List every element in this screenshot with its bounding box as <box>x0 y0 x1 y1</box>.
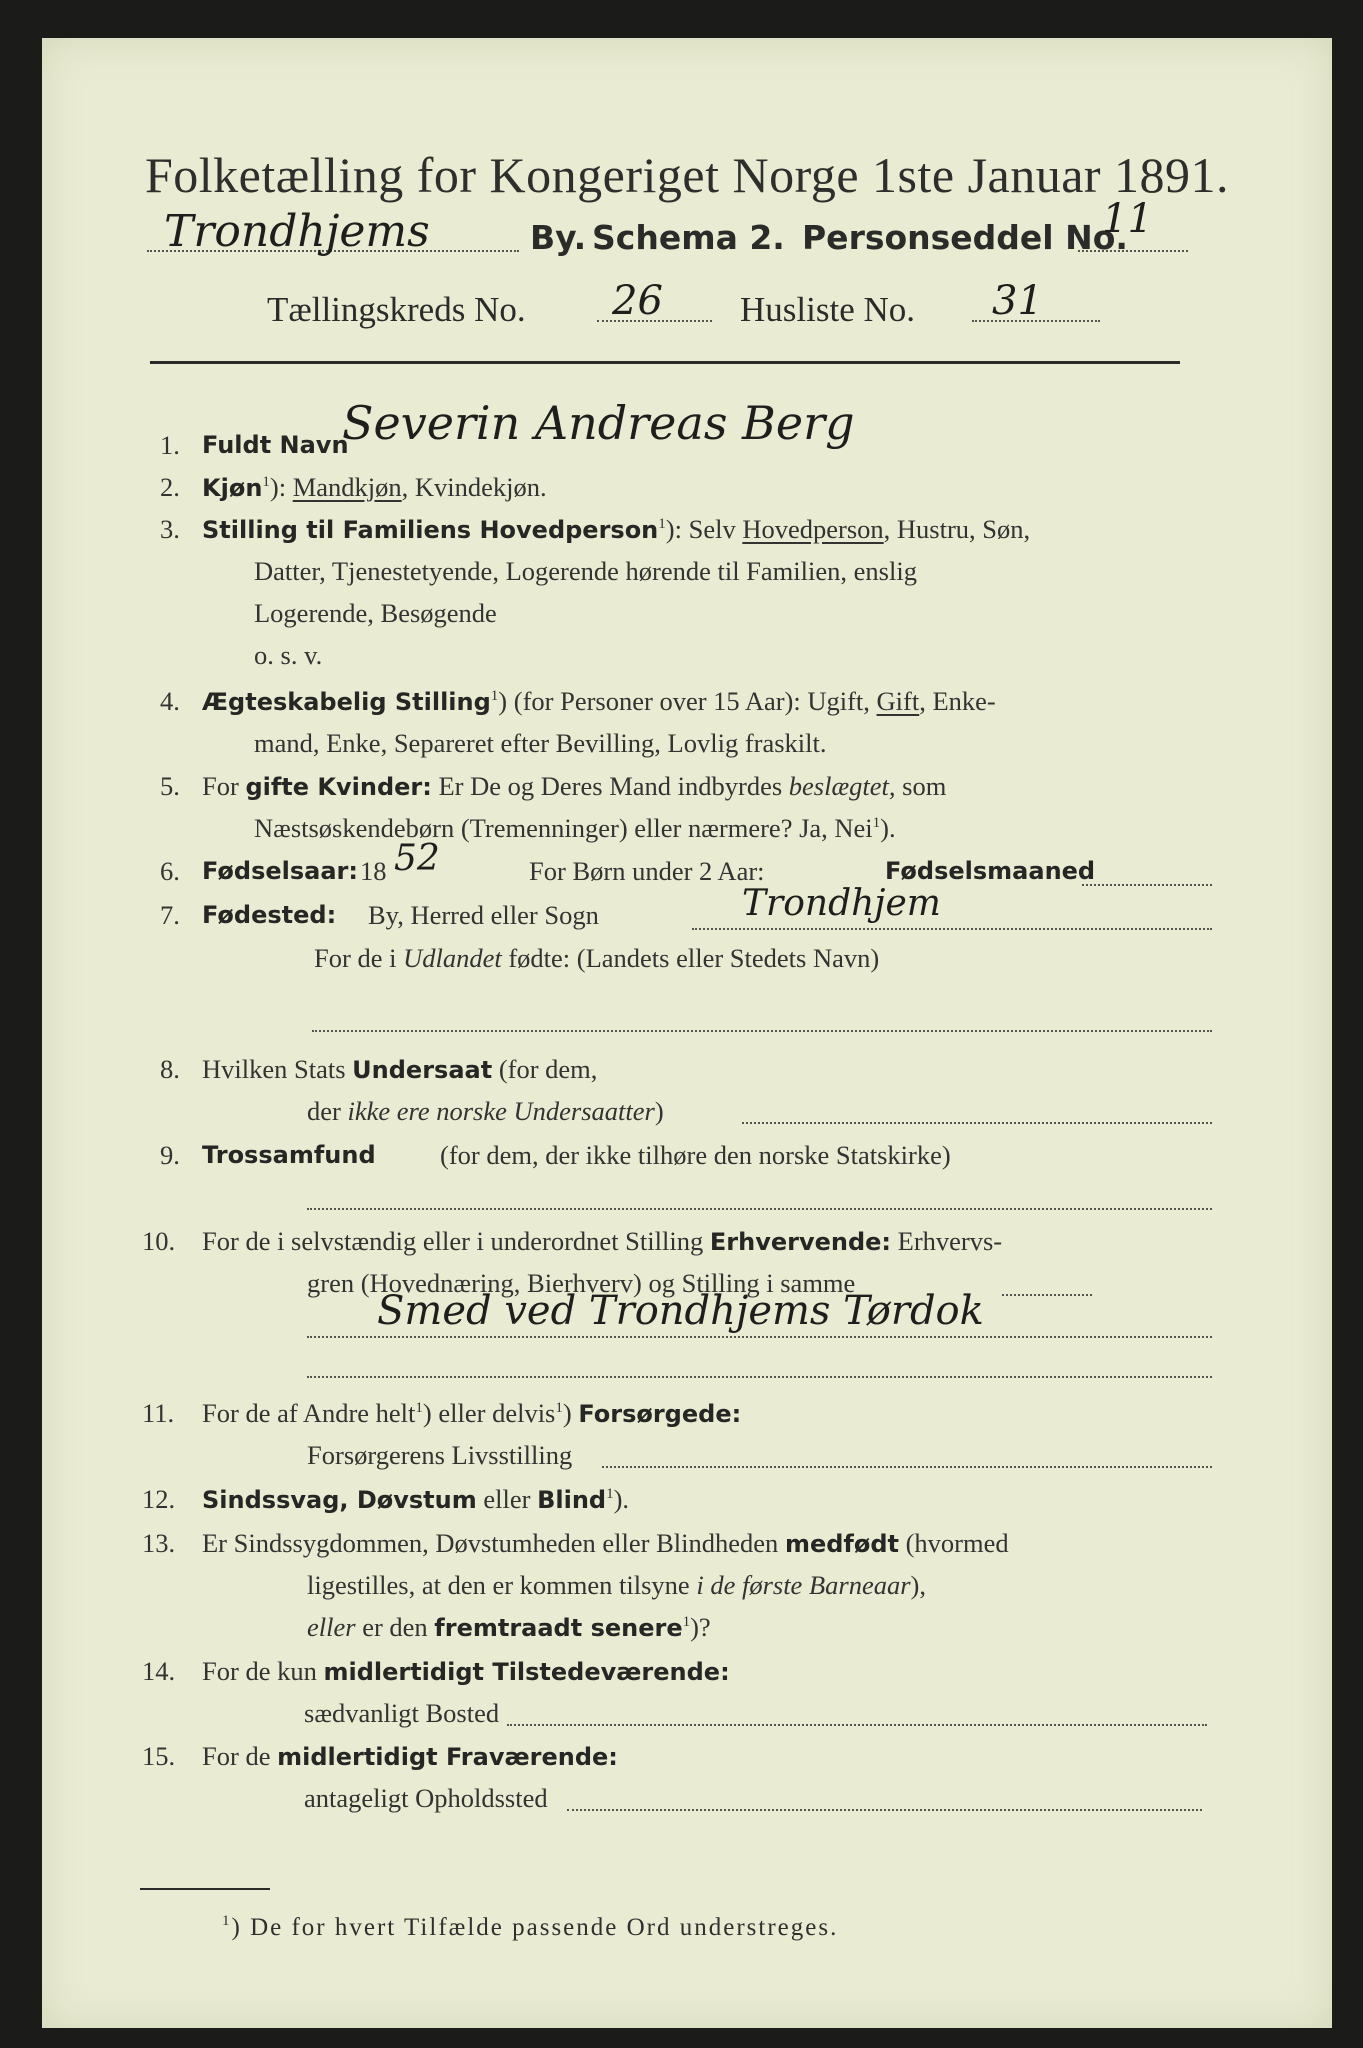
q14-number: 14. <box>142 1656 176 1686</box>
q1-label: Fuldt Navn <box>202 431 349 459</box>
q10-occupation-value: Smed ved Trondhjems Tørdok <box>377 1288 984 1334</box>
q12-line1: Sindssvag, Døvstum eller Blind1). <box>202 1484 630 1514</box>
q6-number: 6. <box>160 856 180 886</box>
q7-number: 7. <box>160 900 180 930</box>
q11-line1: For de af Andre helt1) eller delvis1) Forsørgede: <box>202 1398 742 1428</box>
q13-label: medfødt <box>784 1530 899 1558</box>
q10-label: Erhvervende: <box>709 1228 892 1256</box>
q15-line1: For de midlertidigt Fraværende: <box>202 1741 618 1771</box>
q1-name-value: Severin Andreas Berg <box>342 396 855 450</box>
q6-year-value: 52 <box>394 838 440 879</box>
q3-number: 3. <box>160 514 180 544</box>
q5-line2: Næstsøskendebørn (Tremenninger) eller nærmere? Ja, Nei1). <box>254 813 896 843</box>
footnote-rule <box>140 1888 270 1890</box>
q9-number: 9. <box>160 1140 180 1170</box>
by-label: By. <box>530 218 587 257</box>
q6-dotted-line <box>1082 884 1212 886</box>
q14-line1: For de kun midlertidigt Tilstedeværende: <box>202 1656 730 1686</box>
q5-number: 5. <box>160 771 180 801</box>
q5-line1: For gifte Kvinder: Er De og Deres Mand indbyrdes beslægtet, som <box>202 771 947 801</box>
q13-line1: Er Sindssygdommen, Døvstumheden eller Blindheden medfødt (hvormed <box>202 1528 1009 1558</box>
q2-label: Kjøn <box>202 474 263 502</box>
footnote: $^1$) De for hvert Tilfælde passende Ord understreges. <box>222 1913 839 1941</box>
q8-number: 8. <box>160 1054 180 1084</box>
husliste-label: Husliste No. <box>740 290 915 329</box>
q8-dotted-line <box>742 1122 1212 1124</box>
header-rule <box>150 361 1180 364</box>
q15-dotted-line <box>567 1809 1202 1811</box>
q13-line3: eller er den fremtraadt senere1)? <box>307 1612 711 1642</box>
schema-label: Schema 2. <box>592 218 785 257</box>
q3-line4: o. s. v. <box>254 640 323 670</box>
q7-birthplace-value: Trondhjem <box>742 883 941 924</box>
personseddel-dotted-line <box>1078 250 1188 252</box>
q2-option-mandkjon: Mandkjøn <box>292 472 402 502</box>
q13-label2: fremtraadt senere <box>434 1614 683 1642</box>
taellingskreds-label: Tællingskreds No. <box>267 290 526 329</box>
q4-label: Ægteskabelig Stilling <box>202 688 491 716</box>
q3-option-hovedperson: Hovedperson <box>742 514 884 544</box>
q2-option-kvindekjon: , Kvindekjøn. <box>401 472 547 502</box>
husliste-number: 31 <box>992 278 1043 324</box>
q3-line3: Logerende, Besøgende <box>254 598 497 628</box>
q2-line: Kjøn1): Mandkjøn, Kvindekjøn. <box>202 472 547 502</box>
personseddel-number: 11 <box>1102 196 1153 242</box>
q9-dotted-line <box>307 1208 1212 1210</box>
q2-number: 2. <box>160 472 180 502</box>
form-title: Folketælling for Kongeriget Norge 1ste Januar 1891. <box>144 147 1230 203</box>
q12-label1: Sindssvag, Døvstum <box>202 1486 477 1514</box>
q15-number: 15. <box>142 1741 176 1771</box>
q10-dotted-line2 <box>307 1336 1212 1338</box>
personseddel-label: Personseddel No. <box>802 218 1128 257</box>
q3-line2: Datter, Tjenestetyende, Logerende hørende til Familien, enslig <box>254 556 917 586</box>
q6-year-prefix: 18 <box>360 856 387 886</box>
q6-child-text: For Børn under 2 Aar: <box>529 856 765 886</box>
q12-number: 12. <box>142 1484 176 1514</box>
city-handwritten: Trondhjems <box>164 206 430 257</box>
q10-dotted-line1 <box>1002 1294 1092 1296</box>
q3-line1: Stilling til Familiens Hovedperson1): Selv Hovedperson, Hustru, Søn, <box>202 514 1031 544</box>
q8-label: Undersaat <box>352 1056 493 1084</box>
q8-line1: Hvilken Stats Undersaat (for dem, <box>202 1054 598 1084</box>
q7-extra-dotted-line <box>312 1030 1212 1032</box>
q7-subtext: By, Herred eller Sogn <box>368 900 599 930</box>
q13-line2: ligestilles, at den er kommen tilsyne i de første Barneaar), <box>307 1570 926 1600</box>
q9-text: (for dem, der ikke tilhøre den norske Statskirke) <box>440 1140 951 1170</box>
q7-dotted-line <box>692 928 1212 930</box>
q10-line1: For de i selvstændig eller i underordnet Stilling Erhvervende: Erhvervs- <box>202 1226 1003 1256</box>
q4-line2: mand, Enke, Separeret efter Bevilling, Lovlig fraskilt. <box>254 728 827 758</box>
q4-option-gift: Gift <box>876 686 920 716</box>
q8-line2: der ikke ere norske Undersaatter) <box>307 1096 664 1126</box>
taellingskreds-number: 26 <box>612 278 663 324</box>
q6-month-label: Fødselsmaaned <box>885 857 1096 885</box>
q14-label: midlertidigt Tilstedeværende: <box>323 1658 730 1686</box>
q6-label: Fødselsaar: <box>202 857 358 885</box>
q3-label: Stilling til Familiens Hovedperson <box>202 516 659 544</box>
q11-number: 11. <box>142 1398 175 1428</box>
q12-label2: Blind <box>537 1486 607 1514</box>
q10-number: 10. <box>142 1226 176 1256</box>
q10-line2: gren (Hovednæring, Bierhverv) og Stilling i samme <box>307 1268 856 1298</box>
q4-number: 4. <box>160 686 180 716</box>
q15-line2: antageligt Opholdssted <box>304 1783 548 1813</box>
q14-line2: sædvanligt Bosted <box>304 1698 500 1728</box>
q5-label: gifte Kvinder: <box>245 773 432 801</box>
q1-number: 1. <box>160 430 180 460</box>
census-form <box>42 38 1332 2028</box>
q13-number: 13. <box>142 1528 176 1558</box>
q7-label: Fødested: <box>202 901 337 929</box>
q9-label: Trossamfund <box>202 1141 376 1169</box>
q11-label: Forsørgede: <box>578 1400 742 1428</box>
q11-line2: Forsørgerens Livsstilling <box>307 1440 573 1470</box>
q15-label: midlertidigt Fraværende: <box>277 1743 618 1771</box>
q7-line2: For de i Udlandet fødte: (Landets eller Stedets Navn) <box>314 943 880 973</box>
q11-dotted-line <box>602 1466 1212 1468</box>
q10-dotted-line3 <box>307 1376 1212 1378</box>
q4-line1: Ægteskabelig Stilling1) (for Personer over 15 Aar): Ugift, Gift, Enke- <box>202 686 996 716</box>
q14-dotted-line <box>507 1724 1207 1726</box>
